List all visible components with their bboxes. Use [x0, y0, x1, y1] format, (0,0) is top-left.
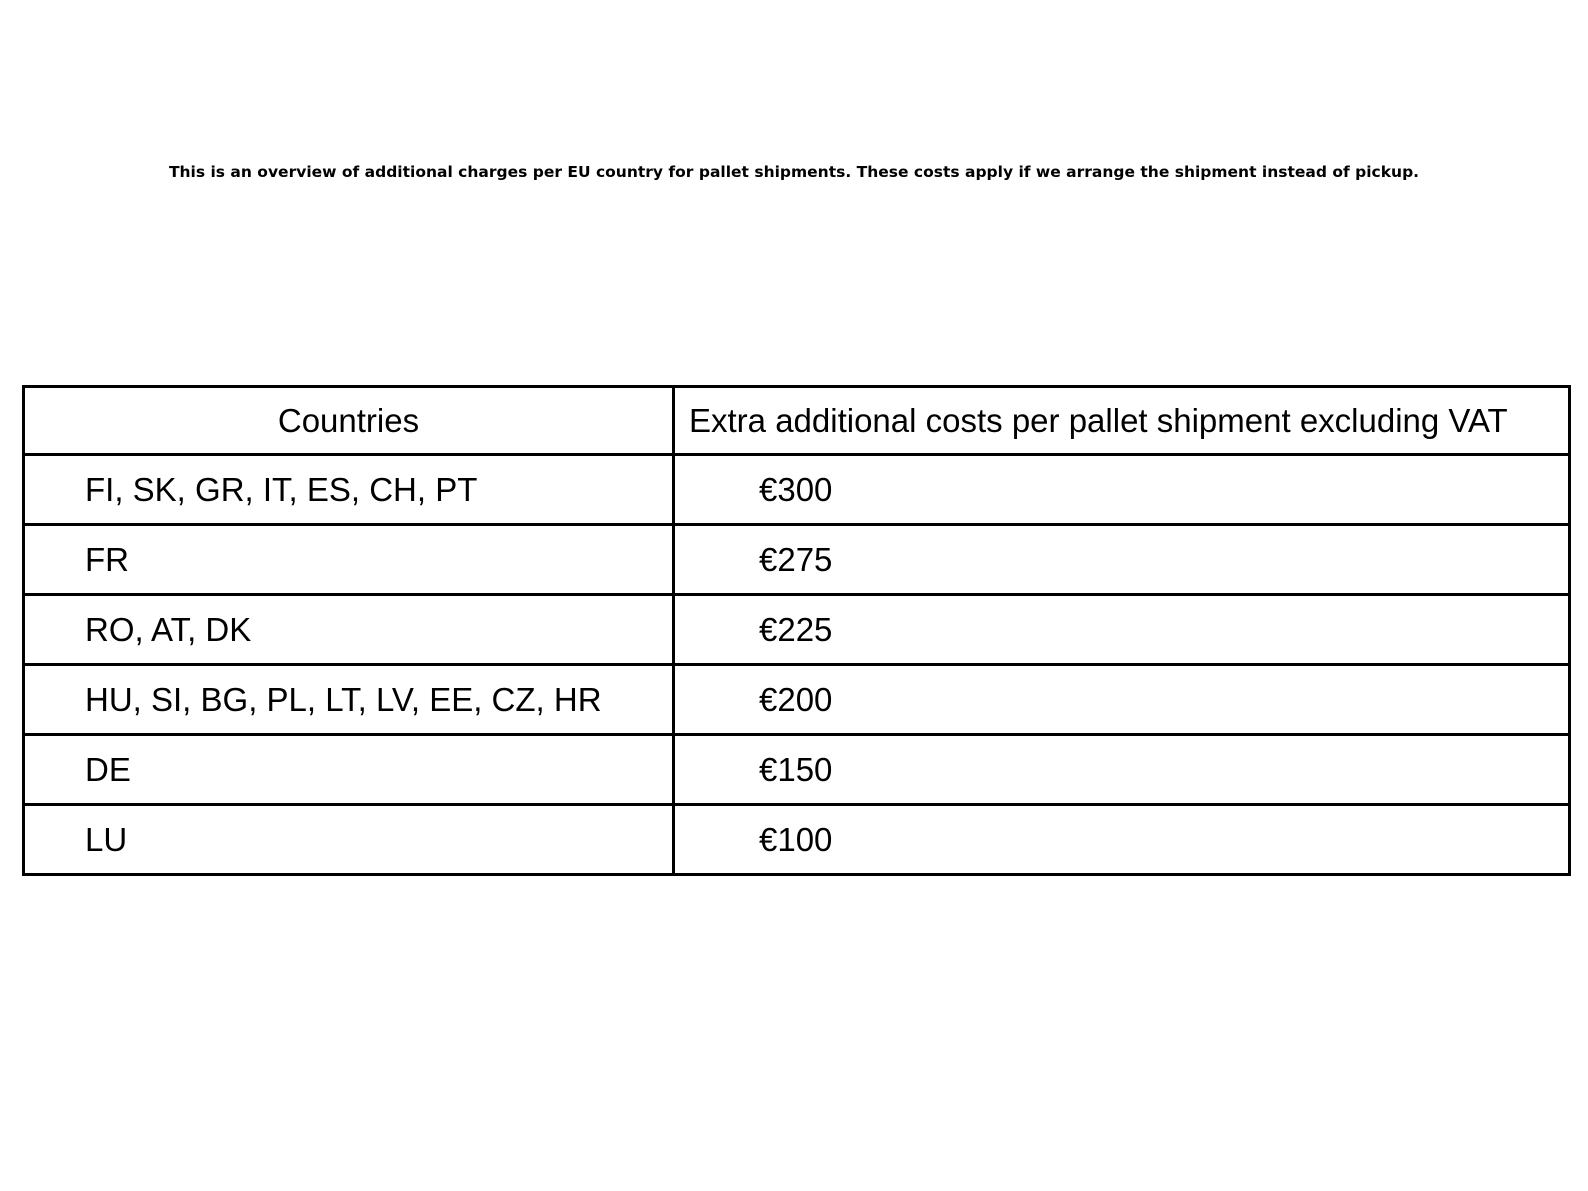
cost-cell: €300	[674, 455, 1570, 525]
cost-cell: €150	[674, 735, 1570, 805]
table-row	[24, 525, 1570, 595]
countries-cell: RO, AT, DK	[24, 595, 674, 665]
charges-table	[22, 385, 1571, 876]
table-header-row	[24, 387, 1570, 455]
table-row	[24, 805, 1570, 875]
intro-note: This is an overview of additional charges per EU country for pallet shipments. These costs apply if we arrange the shipment instead of pickup.	[168, 163, 1420, 181]
table-row	[24, 595, 1570, 665]
countries-column-header: Countries	[24, 387, 674, 455]
countries-cell: FR	[24, 525, 674, 595]
cost-cell: €100	[674, 805, 1570, 875]
countries-cell: LU	[24, 805, 674, 875]
table-row	[24, 665, 1570, 735]
countries-cell: DE	[24, 735, 674, 805]
cost-cell: €275	[674, 525, 1570, 595]
table-row	[24, 735, 1570, 805]
cost-cell: €225	[674, 595, 1570, 665]
table-row	[24, 455, 1570, 525]
cost-cell: €200	[674, 665, 1570, 735]
countries-cell: HU, SI, BG, PL, LT, LV, EE, CZ, HR	[24, 665, 674, 735]
cost-column-header: Extra additional costs per pallet shipment excluding VAT	[674, 387, 1570, 455]
countries-cell: FI, SK, GR, IT, ES, CH, PT	[24, 455, 674, 525]
